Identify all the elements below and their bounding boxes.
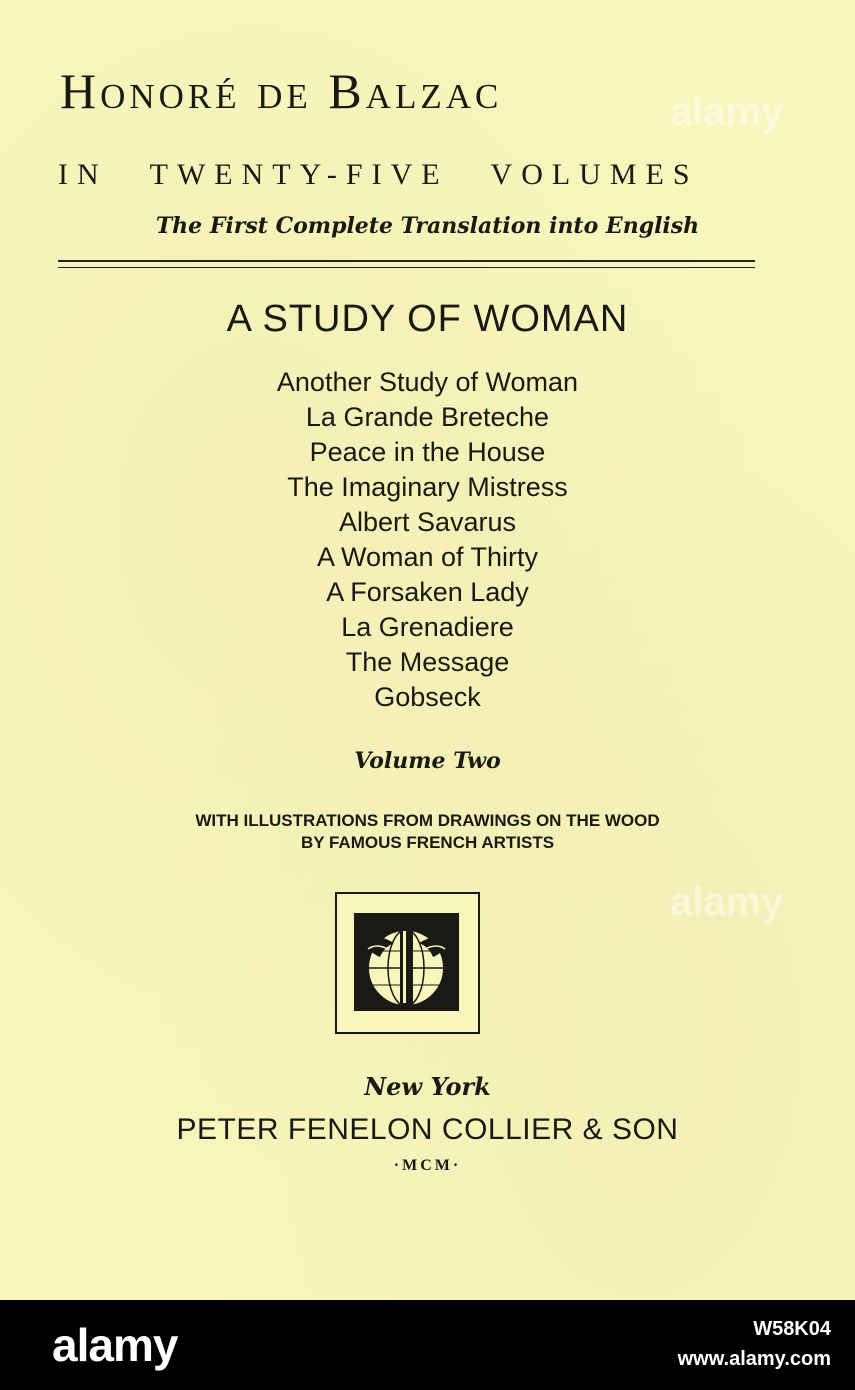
tagline: The First Complete Translation into English — [155, 213, 700, 239]
contents-item: The Message — [345, 647, 510, 677]
winged-torch-globe-icon — [354, 913, 459, 1011]
main-title: A STUDY OF WOMAN — [226, 298, 629, 340]
publisher-emblem — [335, 892, 480, 1034]
contents-item: A Woman of Thirty — [316, 542, 539, 572]
illustrations-note — [0, 810, 855, 854]
alamy-logo: alamy — [52, 1319, 178, 1371]
watermark-overlay: alamy — [670, 90, 784, 134]
contents-item: A Forsaken Lady — [326, 577, 529, 607]
illustrations-line-2: BY FAMOUS FRENCH ARTISTS — [300, 833, 555, 852]
footer-url: www.alamy.com — [677, 1348, 831, 1370]
contents-item: Another Study of Woman — [276, 367, 579, 397]
publication-year: ·MCM· — [393, 1157, 462, 1174]
contents-list — [0, 365, 855, 715]
watermark-overlay: alamy — [670, 880, 784, 924]
image-id: W58K04 — [753, 1318, 831, 1340]
volumes-line: IN TWENTY-FIVE VOLUMES — [58, 158, 699, 191]
contents-item: La Grande Breteche — [305, 402, 550, 432]
contents-item: La Grenadiere — [341, 612, 514, 642]
publisher-name: PETER FENELON COLLIER & SON — [176, 1113, 679, 1146]
illustrations-line-1: WITH ILLUSTRATIONS FROM DRAWINGS ON THE WOOD — [195, 811, 660, 830]
double-rule-bottom — [58, 267, 755, 268]
volume-label: Volume Two — [354, 748, 501, 774]
double-rule-top — [58, 260, 755, 262]
contents-item: Albert Savarus — [338, 507, 517, 537]
contents-item: Peace in the House — [309, 437, 546, 467]
publication-place: New York — [364, 1072, 491, 1101]
stock-footer-bar — [0, 1300, 855, 1390]
author-name: Honoré de Balzac — [60, 63, 503, 119]
contents-item: The Imaginary Mistress — [287, 472, 568, 502]
contents-item: Gobseck — [374, 682, 481, 712]
